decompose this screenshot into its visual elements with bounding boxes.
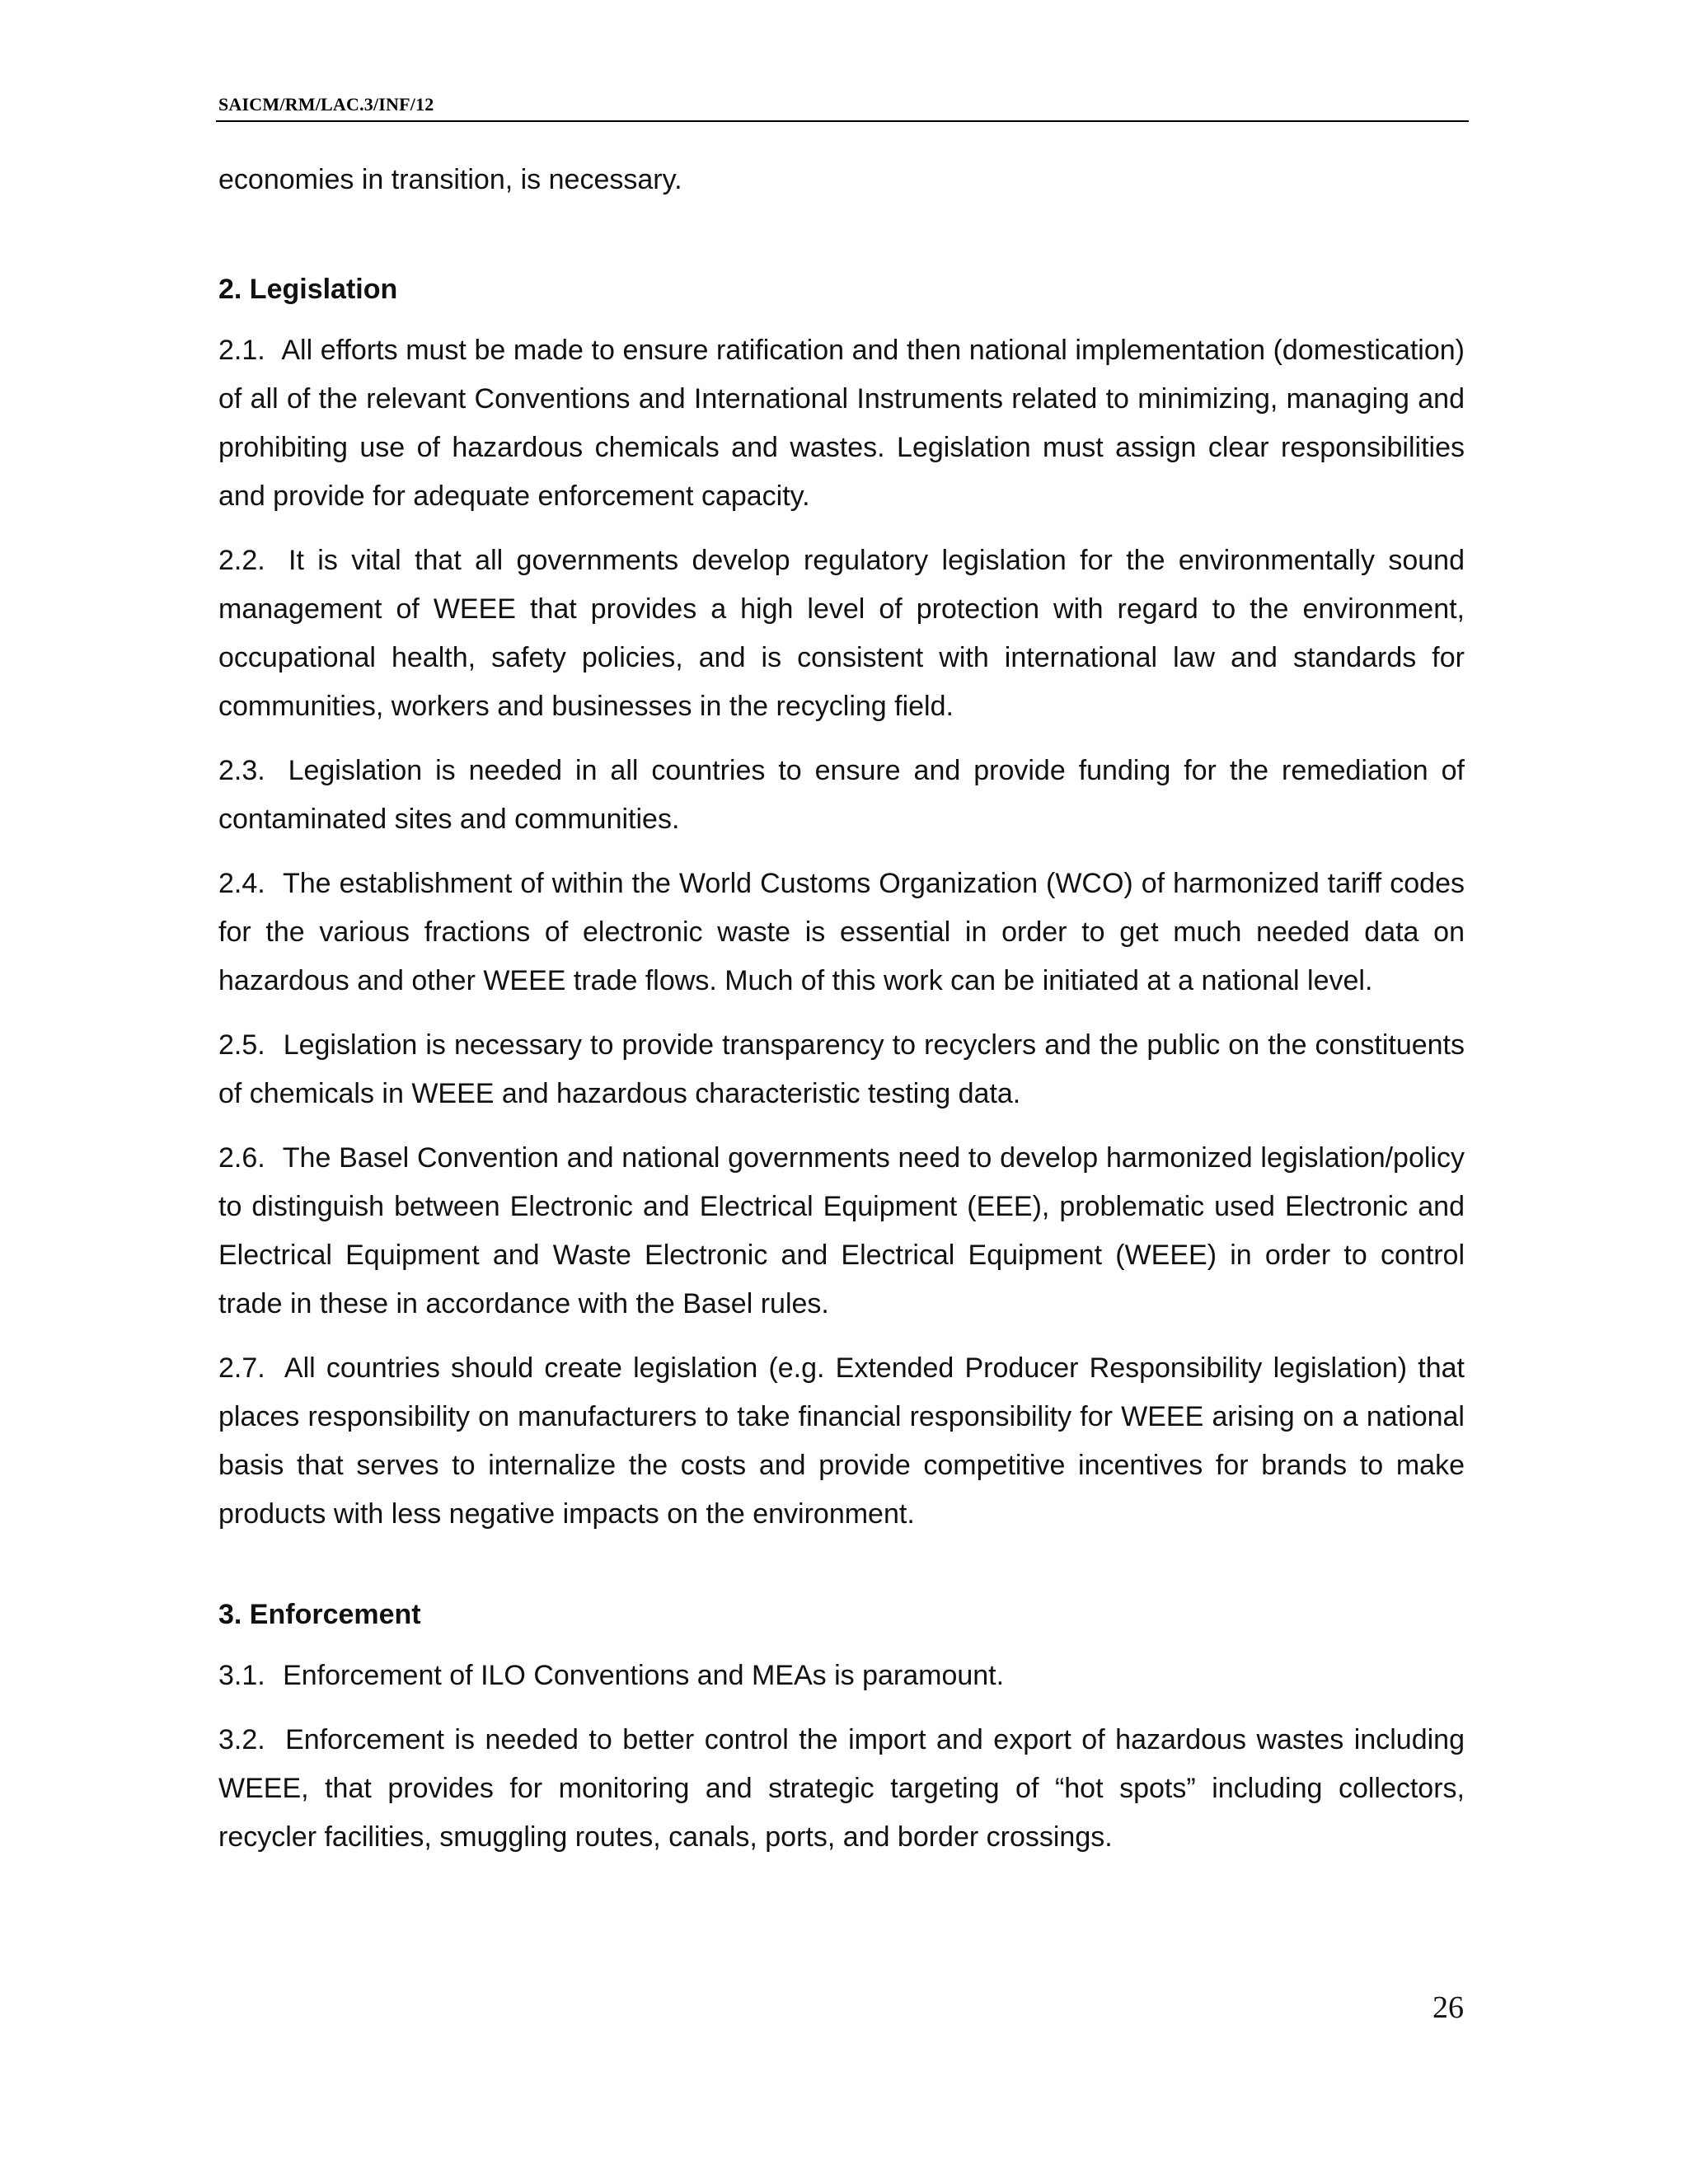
paragraph-text: The Basel Convention and national governments need to develop harmonized legislation/policy to distinguish between Electronic and Electrical Equipment (EEE), problematic used Electronic and Electrical Equipment and Waste Electronic and Electrical Equipment (WEEE) in order to control trade in these in accordance with the Basel rules. bbox=[218, 1142, 1465, 1319]
document-symbol: SAICM/RM/LAC.3/INF/12 bbox=[218, 94, 434, 115]
paragraph-number: 2.2. bbox=[218, 545, 265, 576]
paragraph-text: Legislation is needed in all countries to ensure and provide funding for the remediation of contaminated sites and communities. bbox=[218, 755, 1465, 835]
running-header bbox=[216, 92, 1469, 122]
paragraph-text: It is vital that all governments develop regulatory legislation for the environmentally sound management of WEEE that provides a high level of protection with regard to the environment, occupational health, safety policies, and is consistent with international law and standards for communities, workers and businesses in the recycling field. bbox=[218, 545, 1465, 722]
paragraph-text: All efforts must be made to ensure ratification and then national implementation (domestication) of all of the relevant Conventions and International Instruments related to minimizing, managing and prohibiting use of hazardous chemicals and wastes. Legislation must assign clear responsibilities and provide for adequate enforcement capacity. bbox=[218, 335, 1465, 512]
paragraph-number: 3.2. bbox=[218, 1724, 265, 1755]
paragraph-text: Enforcement of ILO Conventions and MEAs is paramount. bbox=[283, 1660, 1005, 1691]
body-content bbox=[218, 156, 1465, 1862]
paragraph-number: 2.1. bbox=[218, 335, 265, 366]
paragraph-number: 2.5. bbox=[218, 1029, 265, 1061]
paragraph-2-3 bbox=[218, 747, 1465, 844]
paragraph-2-6 bbox=[218, 1134, 1465, 1329]
paragraph-text: Legislation is necessary to provide transparency to recyclers and the public on the constituents of chemicals in WEEE and hazardous characteristic testing data. bbox=[218, 1029, 1465, 1109]
paragraph-number: 2.6. bbox=[218, 1142, 265, 1174]
paragraph-number: 3.1. bbox=[218, 1660, 265, 1691]
paragraph-3-2 bbox=[218, 1716, 1465, 1862]
page-number: 26 bbox=[1432, 1990, 1464, 2025]
paragraph-3-1 bbox=[218, 1652, 1465, 1700]
paragraph-2-7 bbox=[218, 1344, 1465, 1539]
paragraph-text: All countries should create legislation (e.g. Extended Producer Responsibility legislation) that places responsibility on manufacturers to take financial responsibility for WEEE arising on a national basis that serves to internalize the costs and provide competitive incentives for brands to make products with less negative impacts on the environment. bbox=[218, 1352, 1465, 1530]
paragraph-number: 2.4. bbox=[218, 868, 265, 899]
paragraph-text: Enforcement is needed to better control the import and export of hazardous wastes including WEEE, that provides for monitoring and strategic targeting of “hot spots” including collectors, recycler facilities, smuggling routes, canals, ports, and border crossings. bbox=[218, 1724, 1465, 1853]
paragraph-2-2 bbox=[218, 537, 1465, 731]
paragraph-2-1 bbox=[218, 326, 1465, 521]
paragraph-number: 2.7. bbox=[218, 1352, 265, 1384]
paragraph-number: 2.3. bbox=[218, 755, 265, 786]
section-heading: 3. Enforcement bbox=[218, 1599, 421, 1630]
section-heading: 2. Legislation bbox=[218, 274, 398, 305]
section-legislation bbox=[218, 268, 1465, 1539]
paragraph-2-4 bbox=[218, 860, 1465, 1005]
paragraph-text: The establishment of within the World Customs Organization (WCO) of harmonized tariff codes for the various fractions of electronic waste is essential in order to get much needed data on hazardous and other WEEE trade flows. Much of this work can be initiated at a national level. bbox=[218, 868, 1465, 996]
section-enforcement bbox=[218, 1593, 1465, 1862]
paragraph-2-5 bbox=[218, 1021, 1465, 1118]
continuation-text: economies in transition, is necessary. bbox=[218, 164, 682, 195]
